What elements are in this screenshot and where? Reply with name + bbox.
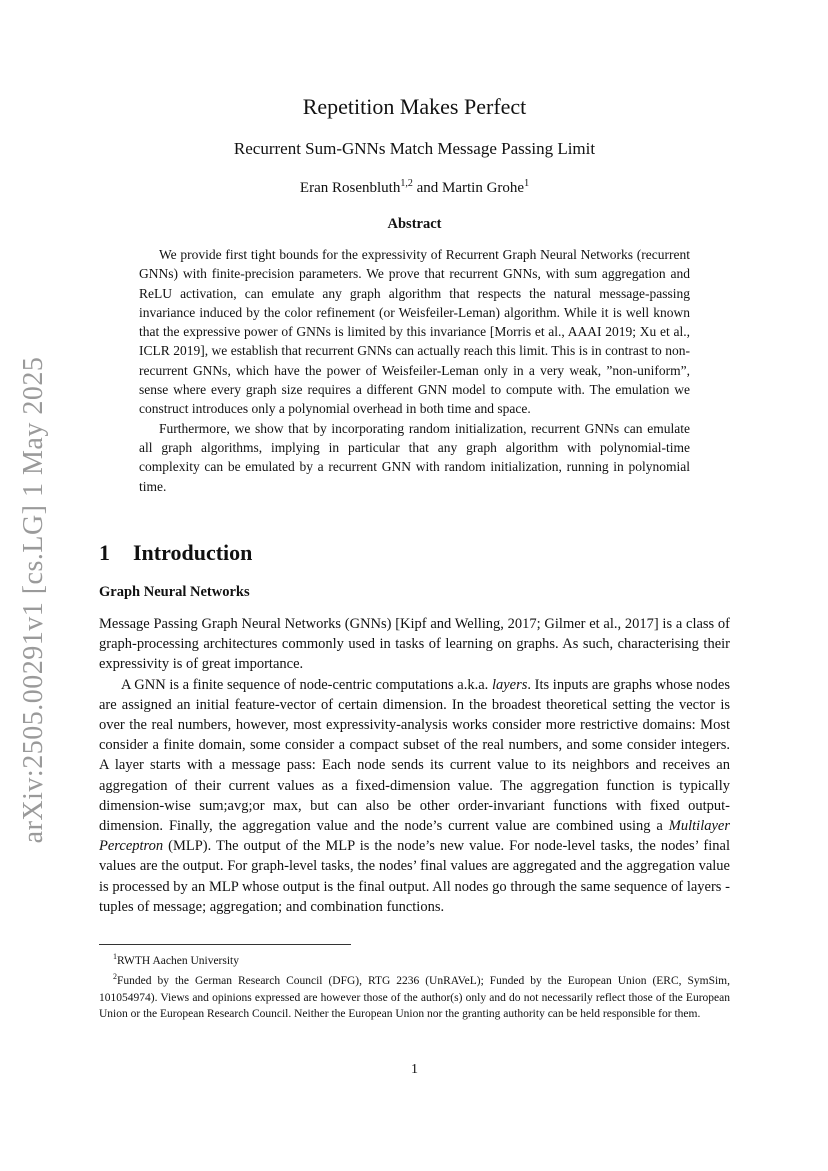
page-number: 1 bbox=[411, 1062, 418, 1077]
section-number: 1 bbox=[99, 540, 110, 565]
author-name: Martin Grohe bbox=[442, 180, 525, 196]
body-text bbox=[99, 614, 730, 917]
affiliation-mark: 1,2 bbox=[400, 178, 413, 189]
footnote-text: RWTH Aachen University bbox=[117, 954, 240, 967]
footnote-mark: 1 bbox=[113, 952, 117, 961]
affiliation-mark: 1 bbox=[524, 178, 530, 189]
abstract bbox=[139, 245, 690, 496]
body-text-run: (MLP). The output of the MLP is the node’s new value. For node-level tasks, the nodes’ final values are the output. For graph-level tasks, the nodes’ final values are aggregated and the aggregation value is processed by an MLP whose output is the final output. All nodes go through the same sequence of layers - tuples of message; aggregation; and combination functions. bbox=[99, 838, 730, 915]
footnote-mark: 2 bbox=[113, 972, 117, 982]
body-text-run: . Its inputs are graphs whose nodes are assigned an initial feature-vector of certain dimension. In the broadest theoretical setting the vector is over the real numbers, however, most expressivity-analysis works consider more restrictive domains: Most consider a finite domain, some consider a compact subset of the real numbers, and some consider integers. A layer starts with a message pass: Each node sends its current value to its neighbors and receives an aggregation of their current values as a fixed-dimension value. The aggregation function is typically dimension-wise sum;avg;or max, but can also be other order-invariant functions with fixed output-dimension. Finally, the aggregation value and the node’s current value are combined using a bbox=[99, 676, 731, 835]
footnotes bbox=[99, 949, 730, 1023]
subsection-heading: Graph Neural Networks bbox=[99, 584, 250, 600]
abstract-paragraph: Furthermore, we show that by incorporating random initialization, recurrent GNNs can emulate all graph algorithms, implying in particular that any graph algorithm with polynomial-time complexity can be emulated by a recurrent GNN with random initialization, running in polynomial time. bbox=[139, 420, 690, 494]
author-conjunction: and bbox=[412, 180, 442, 196]
section-title: Introduction bbox=[133, 540, 253, 565]
arxiv-stamp-text: arXiv:2505.00291v1 [cs.LG] 1 May 2025 bbox=[18, 356, 49, 844]
abstract-heading: Abstract bbox=[387, 216, 442, 232]
footnote bbox=[99, 969, 730, 1023]
body-paragraph: Message Passing Graph Neural Networks (GNNs) [Kipf and Welling, 2017; Gilmer et al., 2017] is a class of graph-processing architectures commonly used in tasks of learning on graphs. As such, characterising their expressivity is of great importance. bbox=[99, 616, 730, 673]
body-text-run: A GNN is a finite sequence of node-centric computations a.k.a. bbox=[121, 676, 492, 693]
footnote bbox=[99, 949, 730, 969]
footnote-text: Funded by the German Research Council (DFG), RTG 2236 (UnRAVeL); Funded by the European Union (ERC, SymSim, 101054974). Views and opinions expressed are however those of the author(s) only and do not necessarily reflect those of the European Union or the European Research Council. Neither the European Union nor the granting authority can be held responsible for them. bbox=[99, 975, 730, 1021]
emphasis-term: layers bbox=[491, 676, 528, 693]
author-line bbox=[99, 178, 730, 197]
section-heading bbox=[99, 540, 252, 566]
paper-subtitle: Recurrent Sum-GNNs Match Message Passing Limit bbox=[233, 139, 596, 158]
author-name: Eran Rosenbluth bbox=[299, 180, 401, 196]
arxiv-stamp bbox=[10, 356, 58, 844]
body-paragraph bbox=[99, 675, 730, 917]
emphasis-term: Multilayer Perceptron bbox=[99, 818, 730, 855]
footnote-rule bbox=[99, 944, 351, 945]
abstract-paragraph: We provide first tight bounds for the expressivity of Recurrent Graph Neural Networks (recurrent GNNs) with finite-precision parameters. We prove that recurrent GNNs, with sum aggregation and ReLU activation, can emulate any graph algorithm that respects the natural message-passing invariance induced by the color refinement (or Weisfeiler-Leman) algorithm. While it is well known that the expressive power of GNNs is limited by this invariance [Morris et al., AAAI 2019; Xu et al., ICLR 2019], we establish that recurrent GNNs can actually reach this limit. This is in contrast to non-recurrent GNNs, which have the power of Weisfeiler-Leman only in a very weak, ”non-uniform”, sense where every graph size requires a different GNN model to compute with. The emulation we construct introduces only a polynomial overhead in both time and space. bbox=[139, 247, 690, 417]
paper-title: Repetition Makes Perfect bbox=[302, 94, 527, 119]
